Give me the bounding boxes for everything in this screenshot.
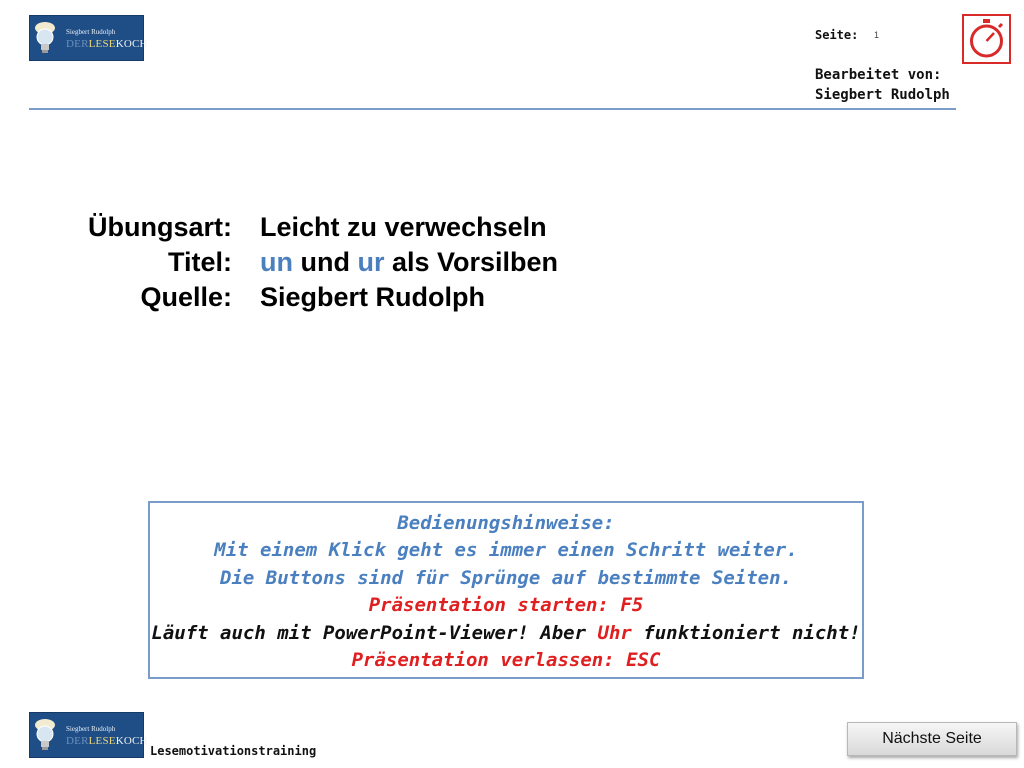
- stopwatch-icon: [964, 16, 1009, 62]
- logo-author: Siegbert Rudolph: [66, 725, 116, 733]
- instructions-line-5: Präsentation verlassen: ESC: [351, 649, 661, 672]
- page-label: Seite:: [815, 28, 859, 42]
- header-logo: [29, 15, 148, 61]
- instructions-line-3: Präsentation starten: F5: [368, 594, 644, 617]
- title-part-und: und: [293, 247, 358, 277]
- instructions-heading: Bedienungshinweise:: [397, 512, 615, 534]
- logo-author: Siegbert Rudolph: [66, 28, 116, 36]
- stopwatch-button[interactable]: [962, 14, 1011, 64]
- edited-by-label: Bearbeitet von:: [815, 67, 942, 83]
- source-label: Quelle:: [140, 282, 232, 312]
- logo-brand: DERLESEKOCH: [66, 38, 148, 50]
- logo-brand: DERLESEKOCH: [66, 735, 148, 747]
- next-page-button[interactable]: Nächste Seite: [847, 722, 1017, 756]
- footer-logo: [29, 712, 148, 758]
- footer-caption: Lesemotivationstraining: [150, 744, 317, 758]
- title-value: [260, 247, 558, 278]
- instructions-line-4: Läuft auch mit PowerPoint-Viewer! Aber Uhr funktioniert nicht!: [151, 621, 861, 644]
- title-label: Titel:: [167, 247, 232, 277]
- header-divider: [29, 108, 956, 110]
- title-part-un: un: [260, 247, 293, 277]
- instructions-box: [148, 501, 864, 679]
- exercise-type-value: Leicht zu verwechseln: [260, 212, 547, 242]
- instructions-line-2: Die Buttons sind für Sprünge auf bestimmte Seiten.: [220, 566, 792, 589]
- lightbulb-chef-icon: [33, 20, 57, 54]
- lightbulb-chef-icon: [33, 717, 57, 751]
- title-part-rest: als Vorsilben: [384, 247, 559, 277]
- title-part-ur: ur: [357, 247, 385, 277]
- edited-by-name: Siegbert Rudolph: [815, 87, 950, 103]
- page-number: 1: [874, 30, 880, 40]
- source-value: Siegbert Rudolph: [260, 282, 485, 312]
- instructions-line-1: Mit einem Klick geht es immer einen Schritt weiter.: [214, 539, 798, 562]
- exercise-type-label: Übungsart:: [88, 212, 232, 242]
